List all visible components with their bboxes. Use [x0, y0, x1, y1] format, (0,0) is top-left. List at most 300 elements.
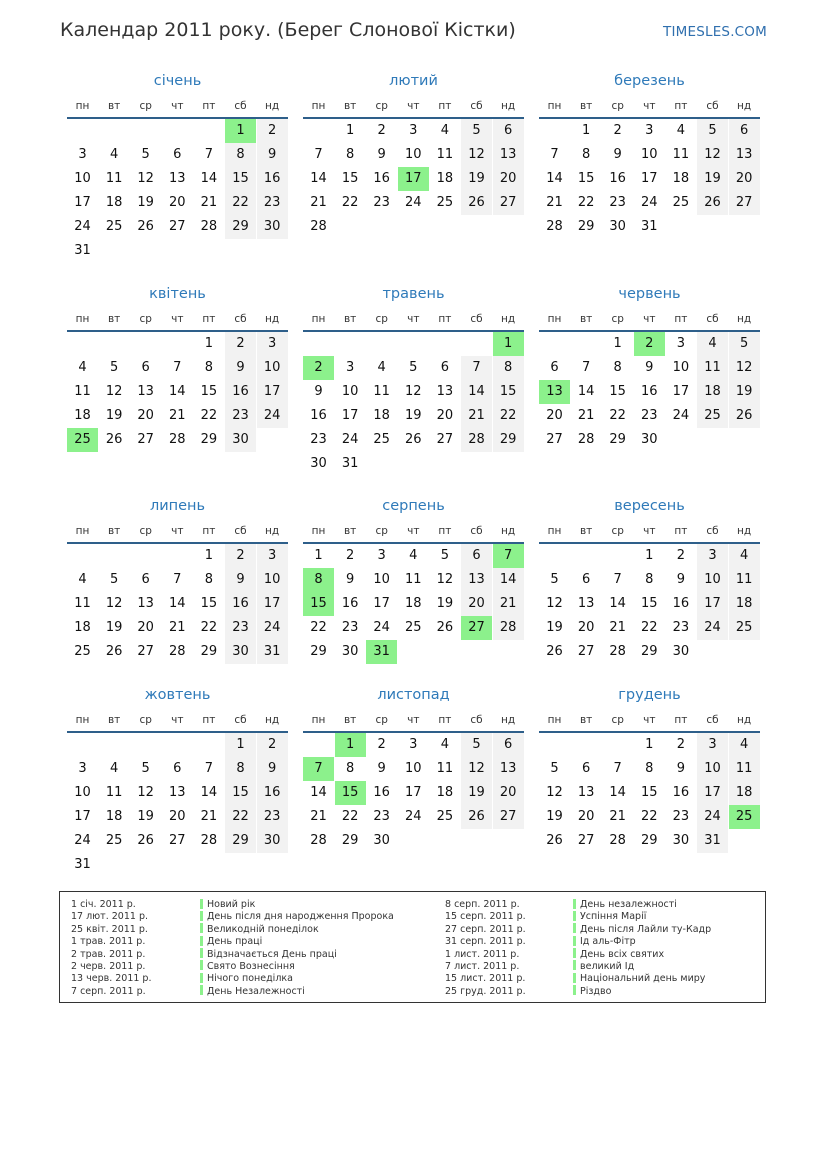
day-cell: 1 — [204, 336, 214, 351]
legend-holiday-name: Національний день миру — [580, 973, 706, 985]
day-cell: 23 — [609, 195, 626, 210]
day-cell: 10 — [74, 785, 91, 800]
day-cell: 7 — [550, 147, 559, 162]
day-cell: 13 — [169, 171, 186, 186]
day-cell: 15 — [641, 596, 658, 611]
day-cell: 5 — [409, 360, 418, 375]
day-cell: 25 — [729, 616, 760, 640]
day-cell: 23 — [672, 809, 690, 824]
day-cell: 3 — [409, 123, 418, 138]
day-cell: 24 — [672, 408, 690, 423]
holiday-color-marker — [573, 973, 576, 983]
day-cell: 10 — [697, 757, 728, 781]
weekday-header — [303, 100, 524, 116]
day-cell: 27 — [493, 805, 524, 829]
day-cell: 11 — [105, 171, 123, 186]
legend-holiday-name: Нічого понеділка — [207, 973, 293, 985]
day-cell: 4 — [729, 733, 760, 757]
day-cell: 21 — [609, 809, 626, 824]
day-cell: 19 — [137, 195, 154, 210]
holiday-day-cell: 1 — [225, 119, 256, 143]
weekday-label: чт — [407, 525, 420, 537]
day-cell: 10 — [341, 384, 359, 399]
day-cell: 12 — [461, 143, 492, 167]
day-cell: 6 — [493, 733, 524, 757]
day-cell: 26 — [137, 219, 154, 234]
day-cell: 14 — [609, 785, 626, 800]
legend-date: 7 лист. 2011 р. — [445, 960, 520, 972]
day-cell: 11 — [105, 785, 123, 800]
legend-item — [200, 911, 394, 923]
day-cell: 24 — [257, 616, 288, 640]
site-link[interactable]: TIMESLES.COM — [663, 24, 767, 40]
day-cell: 27 — [137, 432, 154, 447]
day-cell: 1 — [645, 548, 654, 563]
weekday-label: нд — [501, 313, 516, 325]
day-cell: 19 — [436, 596, 454, 611]
day-cell: 24 — [405, 195, 422, 210]
day-cell: 4 — [109, 147, 119, 162]
weekday-header — [539, 313, 760, 329]
holiday-color-marker — [573, 899, 576, 909]
day-cell: 5 — [109, 572, 119, 587]
day-cell: 17 — [74, 809, 91, 824]
weekday-header — [67, 100, 288, 116]
day-cell: 16 — [257, 781, 288, 805]
legend-holiday-name: Ід аль-Фітр — [580, 936, 636, 948]
day-cell: 29 — [641, 644, 658, 659]
day-cell: 23 — [225, 616, 256, 640]
day-cell: 6 — [493, 119, 524, 143]
weekday-label: ср — [375, 714, 388, 726]
day-cell: 3 — [257, 332, 288, 356]
day-cell: 16 — [672, 785, 690, 800]
weekday-label: чт — [171, 714, 184, 726]
month-name: жовтень — [144, 687, 211, 703]
day-cell: 24 — [373, 620, 390, 635]
day-cell: 11 — [672, 147, 690, 162]
day-cell: 28 — [461, 428, 492, 452]
weekday-header — [303, 525, 524, 541]
day-cell: 29 — [225, 215, 256, 239]
weekday-header — [539, 525, 760, 541]
holiday-day-cell: 31 — [366, 640, 397, 664]
day-cell: 15 — [609, 384, 626, 399]
day-cell: 23 — [672, 620, 690, 635]
day-cell: 28 — [200, 219, 218, 234]
day-cell: 24 — [74, 219, 91, 234]
day-cell: 4 — [729, 544, 760, 568]
day-cell: 30 — [225, 428, 256, 452]
day-cell: 5 — [697, 119, 728, 143]
legend-date: 15 серп. 2011 р. — [445, 911, 526, 923]
day-cell: 23 — [257, 805, 288, 829]
day-cell: 15 — [341, 171, 359, 186]
weekday-label: нд — [737, 525, 752, 537]
weekday-label: чт — [643, 313, 656, 325]
weekday-label: вт — [107, 100, 121, 112]
day-cell: 3 — [78, 147, 87, 162]
day-cell: 17 — [74, 195, 91, 210]
weekday-label: нд — [265, 100, 280, 112]
month-name: грудень — [618, 687, 681, 703]
weekday-label: сб — [706, 100, 719, 112]
weekday-label: вт — [107, 525, 121, 537]
day-cell: 25 — [436, 809, 454, 824]
legend-item — [573, 924, 711, 936]
day-cell: 13 — [493, 757, 524, 781]
weekday-label: сб — [234, 714, 247, 726]
holiday-color-marker — [200, 899, 203, 909]
weekday-label: чт — [643, 525, 656, 537]
day-cell: 9 — [225, 356, 256, 380]
day-cell: 22 — [225, 805, 256, 829]
day-cell: 20 — [169, 809, 186, 824]
weekday-label: пн — [547, 100, 562, 112]
weekday-label: нд — [737, 313, 752, 325]
day-cell: 6 — [581, 572, 591, 587]
day-cell: 31 — [697, 829, 728, 853]
day-cell: 30 — [341, 644, 359, 659]
weekday-label: пт — [202, 100, 216, 112]
day-cell: 29 — [200, 644, 218, 659]
day-cell: 19 — [405, 408, 422, 423]
day-cell: 20 — [461, 592, 492, 616]
day-cell: 14 — [200, 171, 218, 186]
weekday-label: пт — [438, 313, 452, 325]
legend-item — [200, 924, 394, 936]
day-cell: 15 — [200, 596, 218, 611]
day-cell: 6 — [550, 360, 559, 375]
weekday-label: нд — [737, 100, 752, 112]
day-cell: 8 — [645, 761, 654, 776]
day-cell: 30 — [641, 432, 658, 447]
day-cell: 27 — [577, 644, 595, 659]
weekday-label: ср — [611, 525, 624, 537]
day-cell: 28 — [169, 432, 186, 447]
holiday-day-cell: 13 — [539, 380, 570, 404]
legend-item — [200, 961, 394, 973]
day-cell: 17 — [341, 408, 359, 423]
day-cell: 6 — [729, 119, 760, 143]
day-cell: 24 — [74, 833, 91, 848]
weekday-label: вт — [343, 714, 357, 726]
day-cell: 7 — [173, 360, 182, 375]
month-name: листопад — [377, 687, 450, 703]
holiday-day-cell: 8 — [303, 568, 334, 592]
day-cell: 6 — [581, 761, 591, 776]
weekday-label: вт — [107, 714, 121, 726]
month-name: січень — [153, 73, 202, 89]
day-cell: 5 — [440, 548, 450, 563]
day-cell: 12 — [105, 596, 123, 611]
day-cell: 3 — [697, 733, 728, 757]
month-name: липень — [149, 498, 206, 514]
day-cell: 20 — [169, 195, 186, 210]
day-cell: 27 — [546, 432, 563, 447]
weekday-label: пн — [75, 100, 90, 112]
day-cell: 11 — [405, 572, 422, 587]
day-cell: 4 — [440, 123, 450, 138]
holiday-legend — [59, 891, 766, 1003]
day-cell: 20 — [493, 167, 524, 191]
day-cell: 28 — [493, 616, 524, 640]
weekday-label: ср — [611, 313, 624, 325]
legend-holiday-name: День Незалежності — [207, 985, 305, 997]
day-cell: 26 — [546, 644, 563, 659]
day-cell: 28 — [169, 644, 186, 659]
day-cell: 23 — [225, 404, 256, 428]
weekday-label: чт — [171, 313, 184, 325]
day-cell: 18 — [74, 620, 91, 635]
holiday-day-cell: 25 — [67, 428, 98, 452]
weekday-label: сб — [234, 313, 247, 325]
weekday-label: сб — [470, 525, 483, 537]
day-cell: 12 — [405, 384, 422, 399]
day-cell: 21 — [577, 408, 595, 423]
day-cell: 14 — [310, 171, 327, 186]
day-cell: 21 — [169, 408, 186, 423]
day-cell: 21 — [169, 620, 186, 635]
day-cell: 31 — [257, 640, 288, 664]
day-cell: 25 — [74, 644, 91, 659]
day-cell: 13 — [577, 785, 595, 800]
day-cell: 15 — [493, 380, 524, 404]
day-cell: 19 — [137, 809, 154, 824]
weekday-label: ср — [139, 714, 152, 726]
day-cell: 21 — [310, 195, 327, 210]
weekday-label: ср — [375, 525, 388, 537]
weekday-label: вт — [579, 714, 593, 726]
weekday-label: чт — [171, 100, 184, 112]
day-cell: 21 — [493, 592, 524, 616]
day-cell: 9 — [345, 572, 355, 587]
weekday-label: пт — [202, 313, 216, 325]
legend-date: 8 серп. 2011 р. — [445, 899, 520, 910]
day-cell: 4 — [676, 123, 686, 138]
day-cell: 30 — [672, 644, 690, 659]
day-cell: 4 — [78, 360, 87, 375]
legend-item — [200, 949, 394, 961]
holiday-color-marker — [573, 985, 576, 995]
legend-date: 1 лист. 2011 р. — [445, 948, 520, 960]
day-cell: 23 — [641, 408, 658, 423]
holiday-color-marker — [200, 936, 203, 946]
legend-item — [200, 936, 394, 948]
day-cell: 28 — [310, 833, 327, 848]
day-cell: 5 — [141, 147, 150, 162]
day-cell: 29 — [641, 833, 658, 848]
day-cell: 3 — [409, 737, 418, 752]
day-cell: 18 — [373, 408, 390, 423]
day-cell: 27 — [729, 191, 760, 215]
day-cell: 7 — [613, 761, 622, 776]
day-cell: 14 — [546, 171, 563, 186]
day-cell: 7 — [173, 572, 182, 587]
day-cell: 10 — [405, 147, 422, 162]
day-cell: 30 — [225, 640, 256, 664]
weekday-label: вт — [579, 525, 593, 537]
holiday-color-marker — [200, 911, 203, 921]
day-cell: 25 — [672, 195, 690, 210]
day-cell: 22 — [641, 809, 658, 824]
day-cell: 29 — [609, 432, 626, 447]
day-cell: 25 — [105, 219, 123, 234]
day-cell: 18 — [697, 380, 728, 404]
day-cell: 10 — [672, 360, 690, 375]
day-cell: 19 — [461, 781, 492, 805]
month-name: червень — [618, 286, 681, 302]
day-cell: 11 — [436, 147, 454, 162]
day-cell: 22 — [493, 404, 524, 428]
legend-item — [200, 986, 394, 998]
day-cell: 19 — [729, 380, 760, 404]
weekday-label: нд — [501, 714, 516, 726]
weekday-label: ср — [139, 313, 152, 325]
day-cell: 24 — [405, 809, 422, 824]
day-cell: 23 — [373, 809, 390, 824]
day-cell: 22 — [341, 195, 359, 210]
weekday-header — [67, 714, 288, 730]
day-cell: 13 — [461, 568, 492, 592]
day-cell: 27 — [137, 644, 154, 659]
day-cell: 20 — [436, 408, 454, 423]
weekday-label: вт — [343, 525, 357, 537]
day-cell: 9 — [377, 761, 386, 776]
weekday-label: чт — [171, 525, 184, 537]
weekday-label: сб — [706, 525, 719, 537]
legend-item — [573, 986, 711, 998]
day-cell: 14 — [493, 568, 524, 592]
day-cell: 16 — [257, 167, 288, 191]
day-cell: 9 — [314, 384, 323, 399]
month-name: серпень — [382, 498, 445, 514]
day-cell: 21 — [200, 195, 218, 210]
day-cell: 11 — [373, 384, 390, 399]
legend-date: 1 трав. 2011 р. — [71, 936, 146, 948]
day-cell: 3 — [257, 544, 288, 568]
day-cell: 8 — [225, 143, 256, 167]
day-cell: 20 — [577, 809, 595, 824]
day-cell: 12 — [137, 171, 154, 186]
day-cell: 8 — [204, 360, 214, 375]
day-cell: 3 — [345, 360, 355, 375]
day-cell: 2 — [377, 737, 386, 752]
day-cell: 3 — [697, 544, 728, 568]
holiday-day-cell: 7 — [303, 757, 334, 781]
weekday-label: пт — [674, 525, 688, 537]
weekday-label: пн — [547, 313, 562, 325]
day-cell: 16 — [609, 171, 626, 186]
holiday-color-marker — [200, 960, 203, 970]
weekday-label: нд — [265, 525, 280, 537]
month-name: лютий — [389, 73, 438, 89]
day-cell: 22 — [200, 620, 218, 635]
legend-holiday-name: Новий рік — [207, 899, 256, 910]
holiday-color-marker — [573, 960, 576, 970]
weekday-label: ср — [611, 100, 624, 112]
weekday-label: пн — [311, 714, 326, 726]
legend-date: 2 трав. 2011 р. — [71, 948, 146, 960]
weekday-label: вт — [343, 313, 357, 325]
weekday-label: сб — [706, 714, 719, 726]
day-cell: 5 — [461, 119, 492, 143]
weekday-header — [67, 313, 288, 329]
day-cell: 12 — [436, 572, 454, 587]
day-cell: 15 — [225, 781, 256, 805]
day-cell: 13 — [493, 143, 524, 167]
day-cell: 3 — [676, 336, 686, 351]
day-cell: 28 — [200, 833, 218, 848]
day-cell: 11 — [74, 596, 91, 611]
weekday-label: пн — [75, 313, 90, 325]
weekday-label: вт — [579, 313, 593, 325]
day-cell: 20 — [493, 781, 524, 805]
day-cell: 5 — [109, 360, 119, 375]
legend-item — [573, 961, 711, 973]
holiday-color-marker — [200, 985, 203, 995]
day-cell: 22 — [310, 620, 327, 635]
month-name: вересень — [614, 498, 685, 514]
day-cell: 17 — [405, 785, 422, 800]
day-cell: 3 — [78, 761, 87, 776]
weekday-label: нд — [501, 100, 516, 112]
weekday-label: пт — [438, 100, 452, 112]
weekday-label: ср — [139, 100, 152, 112]
day-cell: 8 — [493, 356, 524, 380]
legend-item — [573, 899, 711, 911]
day-cell: 8 — [225, 757, 256, 781]
day-cell: 27 — [436, 432, 454, 447]
day-cell: 6 — [173, 147, 182, 162]
day-cell: 10 — [405, 761, 422, 776]
day-cell: 19 — [105, 620, 123, 635]
day-cell: 26 — [461, 191, 492, 215]
day-cell: 9 — [613, 147, 622, 162]
day-cell: 25 — [405, 620, 422, 635]
day-cell: 13 — [169, 785, 186, 800]
day-cell: 20 — [546, 408, 563, 423]
day-cell: 8 — [345, 761, 355, 776]
day-cell: 10 — [74, 171, 91, 186]
day-cell: 2 — [377, 123, 386, 138]
day-cell: 30 — [609, 219, 626, 234]
day-cell: 27 — [493, 191, 524, 215]
day-cell: 25 — [373, 432, 390, 447]
holiday-day-cell: 7 — [493, 544, 524, 568]
weekday-label: пт — [674, 313, 688, 325]
day-cell: 13 — [137, 384, 154, 399]
day-cell: 6 — [461, 544, 492, 568]
legend-item — [573, 911, 711, 923]
day-cell: 18 — [672, 171, 690, 186]
day-cell: 10 — [641, 147, 658, 162]
day-cell: 26 — [105, 644, 123, 659]
day-cell: 27 — [577, 833, 595, 848]
day-cell: 7 — [581, 360, 591, 375]
day-cell: 21 — [200, 809, 218, 824]
legend-date: 25 груд. 2011 р. — [445, 985, 526, 997]
day-cell: 15 — [200, 384, 218, 399]
weekday-label: чт — [407, 100, 420, 112]
day-cell: 24 — [641, 195, 658, 210]
day-cell: 21 — [609, 620, 626, 635]
day-cell: 23 — [257, 191, 288, 215]
holiday-color-marker — [200, 923, 203, 933]
holiday-day-cell: 2 — [303, 356, 334, 380]
day-cell: 10 — [257, 356, 288, 380]
day-cell: 25 — [697, 404, 728, 428]
